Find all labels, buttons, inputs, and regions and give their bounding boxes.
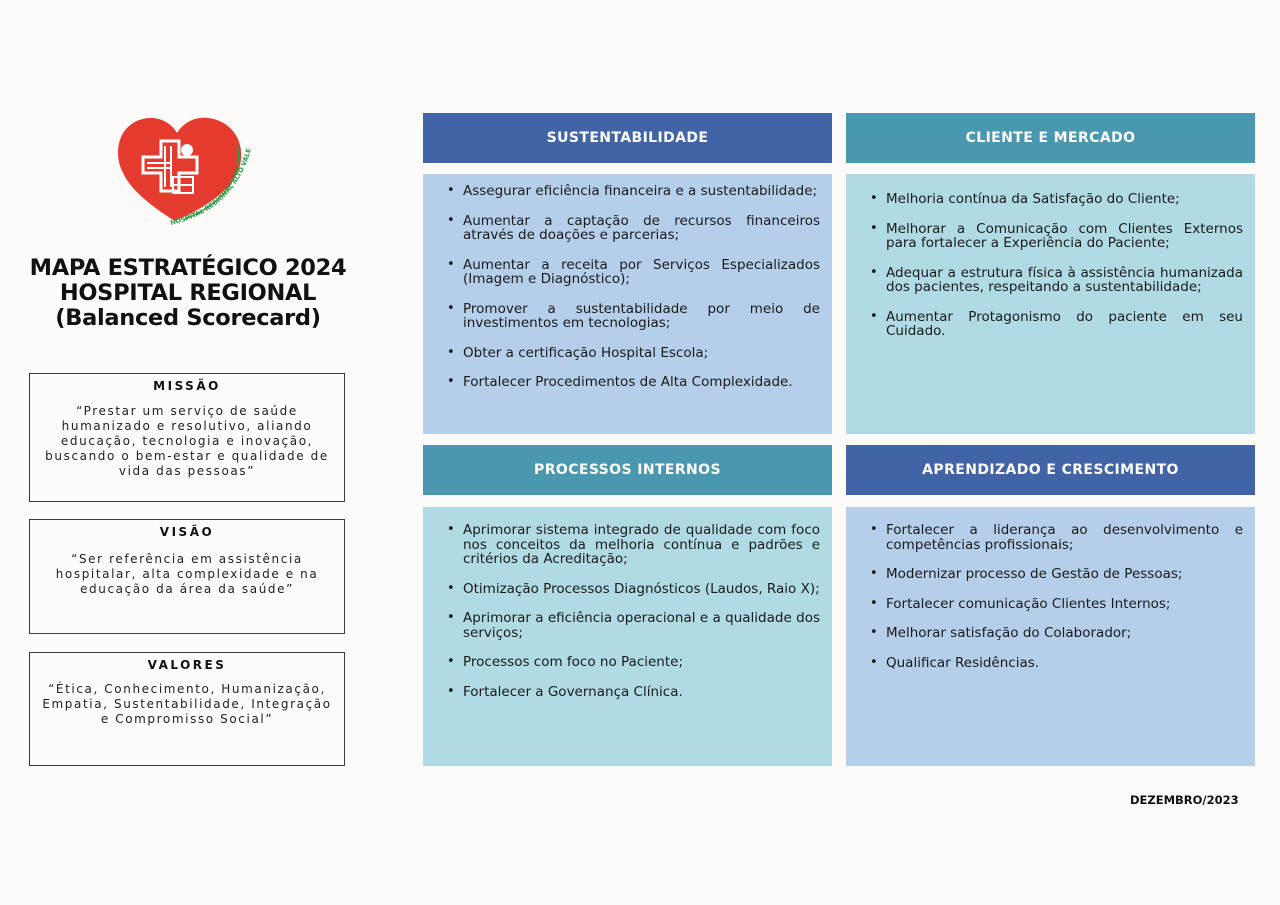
valores-text: “Ética, Conhecimento, Humanização, Empatia, Sustentabilidade, Integração e Compromisso Social” xyxy=(42,682,332,726)
cliente-panel xyxy=(846,174,1255,434)
list-item: • Adequar a estrutura física à assistência humanizada dos pacientes, respeitando a sustentabilidade; xyxy=(868,266,1243,295)
list-item: • Aumentar a receita por Serviços Especializados (Imagem e Diagnóstico); xyxy=(445,258,820,287)
footer-date: DEZEMBRO/2023 xyxy=(1130,793,1239,807)
list-item: • Fortalecer Procedimentos de Alta Complexidade. xyxy=(445,375,820,390)
list-item: • Melhorar a Comunicação com Clientes Externos para fortalecer a Experiência do Paciente; xyxy=(868,222,1243,251)
list-item: • Modernizar processo de Gestão de Pessoas; xyxy=(868,567,1243,582)
aprendizado-header: APRENDIZADO E CRESCIMENTO xyxy=(846,445,1255,495)
sustentabilidade-list xyxy=(445,184,820,390)
sustentabilidade-header: SUSTENTABILIDADE xyxy=(423,113,832,163)
list-item: • Fortalecer comunicação Clientes Internos; xyxy=(868,597,1243,612)
missao-label: MISSÃO xyxy=(153,379,221,393)
visao-text: “Ser referência em assistência hospitalar, alta complexidade e na educação da área da saúde” xyxy=(55,552,319,596)
valores-box xyxy=(29,652,345,766)
valores-label: VALORES xyxy=(147,658,227,672)
page-title xyxy=(18,256,358,331)
list-item: • Obter a certificação Hospital Escola; xyxy=(445,346,820,361)
list-item: • Melhoria contínua da Satisfação do Cliente; xyxy=(868,192,1243,207)
processos-panel xyxy=(423,507,832,766)
list-item: • Promover a sustentabilidade por meio de investimentos em tecnologias; xyxy=(445,302,820,331)
list-item: • Melhorar satisfação do Colaborador; xyxy=(868,626,1243,641)
visao-label: VISÃO xyxy=(159,525,215,539)
list-item: • Otimização Processos Diagnósticos (Laudos, Raio X); xyxy=(445,582,820,597)
cliente-header: CLIENTE E MERCADO xyxy=(846,113,1255,163)
list-item: • Fortalecer a liderança ao desenvolvimento e competências profissionais; xyxy=(868,523,1243,552)
hospital-logo-icon xyxy=(113,113,273,233)
list-item: • Aumentar a captação de recursos financeiros através de doações e parcerias; xyxy=(445,214,820,243)
missao-box xyxy=(29,373,345,502)
processos-header: PROCESSOS INTERNOS xyxy=(423,445,832,495)
list-item: • Aprimorar a eficiência operacional e a qualidade dos serviços; xyxy=(445,611,820,640)
title-line-2: HOSPITAL REGIONAL xyxy=(59,280,317,306)
cliente-list xyxy=(868,192,1243,339)
list-item: • Aumentar Protagonismo do paciente em seu Cuidado. xyxy=(868,310,1243,339)
list-item: • Fortalecer a Governança Clínica. xyxy=(445,685,820,700)
list-item: • Qualificar Residências. xyxy=(868,656,1243,671)
list-item: • Processos com foco no Paciente; xyxy=(445,655,820,670)
list-item: • Aprimorar sistema integrado de qualidade com foco nos conceitos da melhoria contínua e padrões e critérios da Acreditação; xyxy=(445,523,820,567)
title-line-1: MAPA ESTRATÉGICO 2024 xyxy=(29,255,347,281)
processos-list xyxy=(445,523,820,699)
title-line-3: (Balanced Scorecard) xyxy=(55,305,321,331)
aprendizado-list xyxy=(868,523,1243,670)
missao-text: “Prestar um serviço de saúde humanizado e resolutivo, aliando educação, tecnologia e inovação, buscando o bem-estar e qualidade de vida das pessoas” xyxy=(45,404,329,478)
sustentabilidade-panel xyxy=(423,174,832,434)
aprendizado-panel xyxy=(846,507,1255,766)
visao-box xyxy=(29,519,345,634)
svg-text:HOSPITAL REGIONAL ALTO VALE: HOSPITAL REGIONAL ALTO VALE xyxy=(169,147,253,227)
list-item: • Assegurar eficiência financeira e a sustentabilidade; xyxy=(445,184,820,199)
